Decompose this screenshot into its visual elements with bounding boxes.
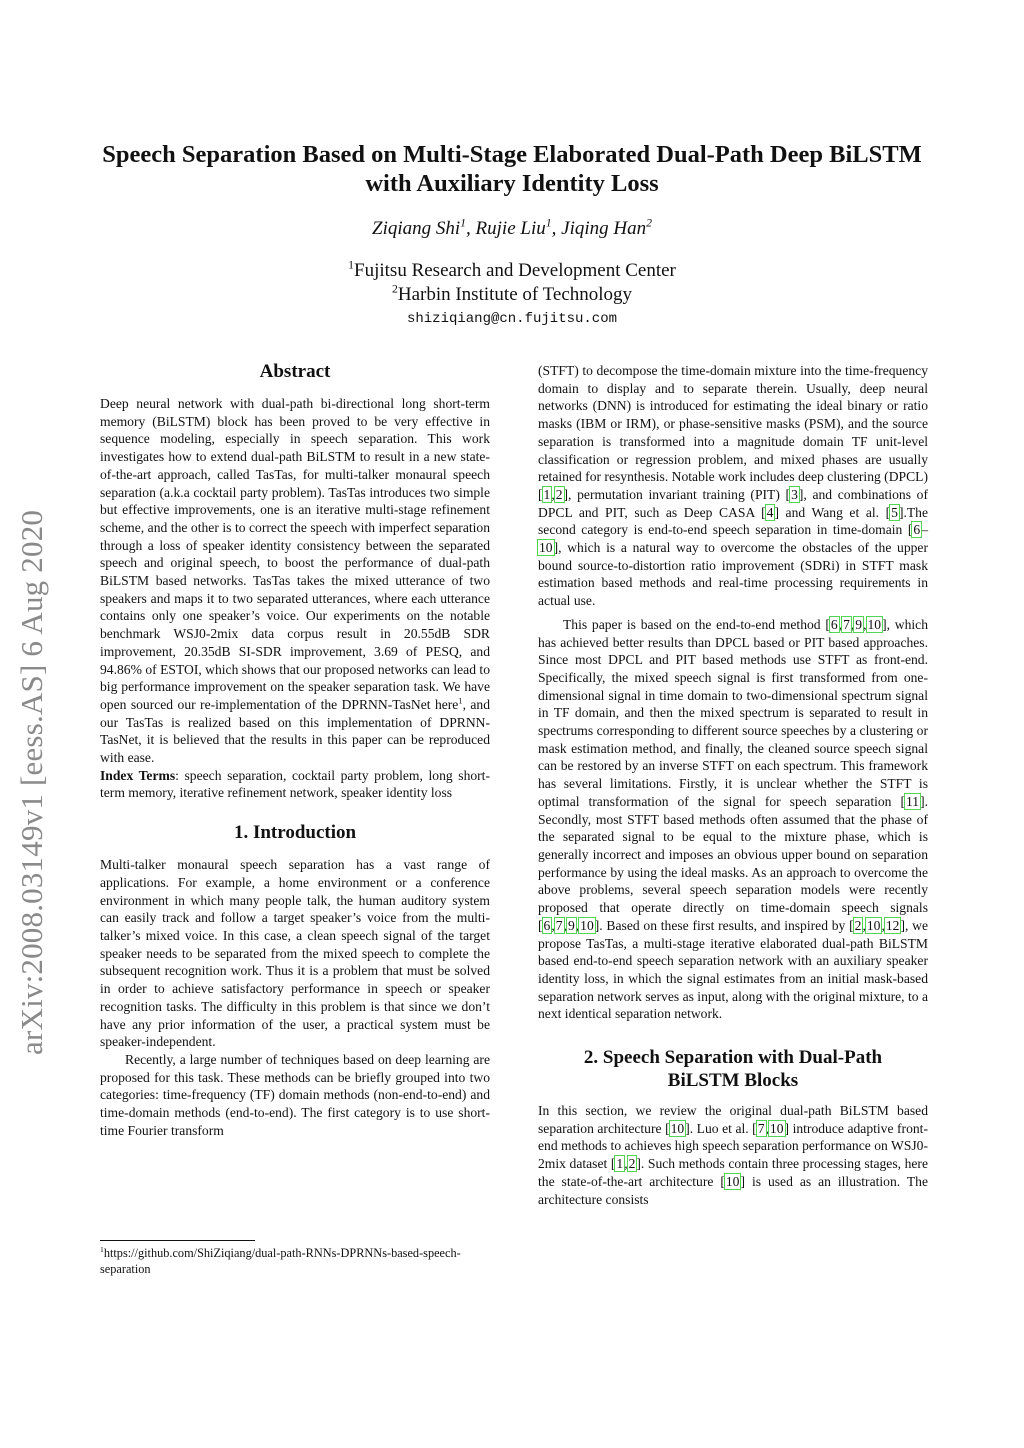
body-text: ]. Secondly, most STFT based methods often assumed that the phase of the separated signal to be equal to the mixture phase, which is generally incorrect and imposes an obvious upper bound on separation performance by using the ideal masks. As an approach to overcome the above problems, several speech separation models were recently proposed that operate directly on time-domain speech signals [ [538,793,928,933]
affil-name: Harbin Institute of Technology [397,284,633,305]
body-text: ] and Wang et al. [ [774,504,891,520]
intro-paragraph: Multi-talker monaural speech separation has a vast range of applications. For example, a home environment or a conference environment in which many people talk, the human auditory system can easily track and follow a target speaker’s voice from the multi-talker’s mixed voice. In this case, a clean speech signal of the target speaker needs to be separated from the mixed speech to complete the subsequent recognition work. Thus it is a problem that must be solved in order to achieve satisfactory performance in speech or speaker recognition tasks. The difficulty in this problem is that since we don’t have any prior information of the user, a practical system must be speaker-independent. [100,857,490,1050]
author-separator: , [466,218,476,239]
section-2-heading [538,1046,928,1092]
citation-link[interactable]: 10 [725,1173,740,1189]
citation-link[interactable]: 2 [854,917,862,933]
cite-sep: , [881,917,885,933]
cite-sep: , [575,917,580,933]
cite-sep: , [551,486,555,502]
abstract-body: Deep neural network with dual-path bi-directional long short-term memory (BiLSTM) block has been proved to be very effective in sequence modeling, especially in speech separation. This work investigates how to extend dual-path BiLSTM to result in a new state-of-the-art approach, called TasTas, for multi-talker monaural speech separation (a.k.a cocktail party problem). TasTas introduces two simple but effective improvements, one is an iterative multi-stage refinement scheme, and the other is to correct the speech with imperfect separation through a loss of speaker identity consistency between the separated speech and original speech, to boost the performance of dual-path BiLSTM based networks. TasTas takes the mixed utterance of two speakers and maps it to two separated utterances, where each utterance contains only one speaker’s voice. Our experiments on the notable benchmark WSJ0-2mix data corpus result in 20.55dB SDR improvement, 20.35dB SI-SDR improvement, 3.69 of PESQ, and 94.86% of ESTOI, which shows that our proposed networks can lead to big performance improvement on the speaker separation task. We have open sourced our re-implementation of the DPRNN-TasNet here [100,396,490,712]
heading-line: BiLSTM Blocks [667,1070,799,1092]
citation-link[interactable]: 3 [791,486,798,502]
citation-link[interactable]: 2 [628,1156,636,1172]
citation-link[interactable]: 10 [539,540,553,556]
footnote-url[interactable]: https://github.com/ShiZiqiang/dual-path-RNNs-DPRNNs-based-speech-separation [100,1246,461,1276]
body-text: ]. Luo et al. [ [685,1120,757,1136]
citation-link[interactable]: 1 [616,1156,624,1172]
citation-link[interactable]: 9 [567,917,575,933]
body-text: In this section, we review the original dual-path BiLSTM based separation architecture [ [538,1103,928,1136]
cite-sep: – [921,522,928,538]
author-name: Jiqing Han [561,218,647,239]
citation-link[interactable]: 7 [843,616,850,632]
heading-line: 2. Speech Separation with Dual-Path [583,1047,883,1069]
body-text: ], permutation invariant training (PIT) [ [563,486,791,502]
citation-link[interactable]: 5 [891,504,898,520]
citation-link[interactable]: 12 [885,917,900,933]
body-text: ].The second category is end-to-end speech separation in time-domain [ [538,504,928,538]
abstract-heading: Abstract [259,361,331,382]
footnote-ref[interactable]: 1 [458,695,463,706]
cite-sep: , [551,917,555,933]
index-terms [100,767,490,802]
affil-mark: 1 [348,258,355,272]
author-affil-mark: 1 [545,216,552,230]
body-text: ]. Such methods contain three processing stages, here the state-of-the-art architecture [ [538,1156,928,1189]
body-text: ], we propose TasTas, a multi-stage iterative elaborated dual-path BiLSTM based end-to-end speech separation network with an auxiliary speaker identity loss, in which the signal estimates from an initial mask-based separation network serves as input, along with the original mixture, to a next identical separation network. [538,917,928,1022]
body-text: ], which has achieved better results than DPCL based or PIT based approaches. Since most DPCL and PIT based methods use STFT as front-end. Specifically, the mixed speech signal is first transformed from one-dimensional signal in time domain to two-dimensional spectrum signal in TF domain, and then the mixed spectrum is separated to result in spectrums corresponding to different source speeches by a clustering or mask estimation method, and finally, the cleaned source speech signal can be restored by an inverse STFT on each spectrum. This framework has several limitations. Firstly, it is unclear whether the STFT is optimal transformation of the signal for speech separation [ [538,616,929,809]
author-list [60,218,964,240]
citation-link[interactable]: 10 [769,1120,784,1136]
title-line-2: with Auxiliary Identity Loss [365,170,659,197]
abstract-body-end: , and our TasTas is realized based on this implementation of DPRNN-TasNet, it is believed that the results in this paper can be reproduced with ease. [100,696,490,766]
body-paragraph [538,362,928,610]
cite-sep: , [838,616,843,632]
body-text: This paper is based on the end-to-end method [ [563,616,830,632]
body-paragraph [538,616,928,1023]
citation-link[interactable]: 10 [867,616,882,632]
affiliation-1 [60,259,964,283]
index-terms-text: : speech separation, cocktail party problem, long short-term memory, iterative refinement network, speaker identity loss [100,767,490,801]
cite-sep: , [862,917,866,933]
author-name: Rujie Liu [475,218,546,239]
citation-link[interactable]: 10 [580,917,594,933]
author-separator: , [551,218,562,239]
footnote-mark: 1 [100,1244,104,1254]
body-paragraph [538,1102,928,1208]
title-line-1: Speech Separation Based on Multi-Stage Elaborated Dual-Path Deep BiLSTM [102,141,922,168]
footnote [100,1246,490,1277]
body-text: ] is used as an illustration. The architecture consists [538,1173,928,1207]
citation-link[interactable]: 10 [866,917,881,933]
citation-link[interactable]: 4 [766,504,774,520]
cite-sep: , [563,917,567,933]
right-column [538,362,928,1208]
author-name: Ziqiang Shi [372,218,461,239]
affil-mark: 2 [391,282,398,296]
left-column [100,356,490,1139]
cite-sep: , [624,1156,628,1172]
cite-sep: , [850,616,855,632]
citation-link[interactable]: 6 [913,522,921,538]
citation-link[interactable]: 10 [670,1120,685,1136]
body-text: ], which is a natural way to overcome the obstacles of the upper bound source-to-distortion ratio improvement (SDRi) in STFT mask estimation based methods and real-time processing requirements in actual use. [538,540,928,609]
paper-title [60,140,964,198]
citation-link[interactable]: 1 [543,486,551,502]
citation-link[interactable]: 9 [855,616,863,632]
affil-name: Fujitsu Research and Development Center [354,260,676,281]
author-email[interactable]: shiziqiang@cn.fujitsu.com [406,311,618,327]
body-text: ] introduce adaptive front-end methods to achieves high speech separation performance on WSJ0-2mix dataset [ [538,1120,928,1172]
citation-link[interactable]: 6 [543,917,551,933]
citation-link[interactable]: 11 [905,793,920,809]
author-affil-mark: 1 [460,216,467,230]
intro-paragraph: Recently, a large number of techniques based on deep learning are proposed for this task. These methods can be briefly grouped into two categories: time-frequency (TF) domain methods (non-end-to-end) and time-domain methods (end-to-end). The first category is to use short-time Fourier transform [100,1051,490,1138]
citation-link[interactable]: 7 [757,1120,765,1136]
index-terms-label: Index Terms [100,767,176,783]
body-text: ]. Based on these first results, and inspired by [ [594,917,854,933]
author-affil-mark: 2 [646,216,652,230]
footnote-rule [100,1240,255,1241]
cite-sep: , [765,1120,769,1136]
citation-link[interactable]: 2 [555,486,563,502]
affiliation-2 [60,283,964,307]
intro-heading: 1. Introduction [233,822,357,844]
cite-sep: , [863,616,867,632]
arxiv-stamp: arXiv:2008.03149v1 [eess.AS] 6 Aug 2020 [14,509,49,1055]
body-text: (STFT) to decompose the time-domain mixture into the time-frequency domain to display and to separate therein. Usually, deep neural networks (DNN) is introduced for estimating the ideal binary or ratio masks (IBM or IRM), or phase-sensitive masks (PSM), and the source separation is transformed into a magnitude domain TF unit-level classification or regression problem, and mixed phases are usually retained for resynthesis. Notable work includes deep clustering (DPCL) [ [538,363,928,502]
body-text: ], and combinations of DPCL and PIT, such as Deep CASA [ [538,486,928,520]
abstract-text [100,395,490,767]
citation-link[interactable]: 6 [830,616,838,632]
citation-link[interactable]: 7 [555,917,563,933]
